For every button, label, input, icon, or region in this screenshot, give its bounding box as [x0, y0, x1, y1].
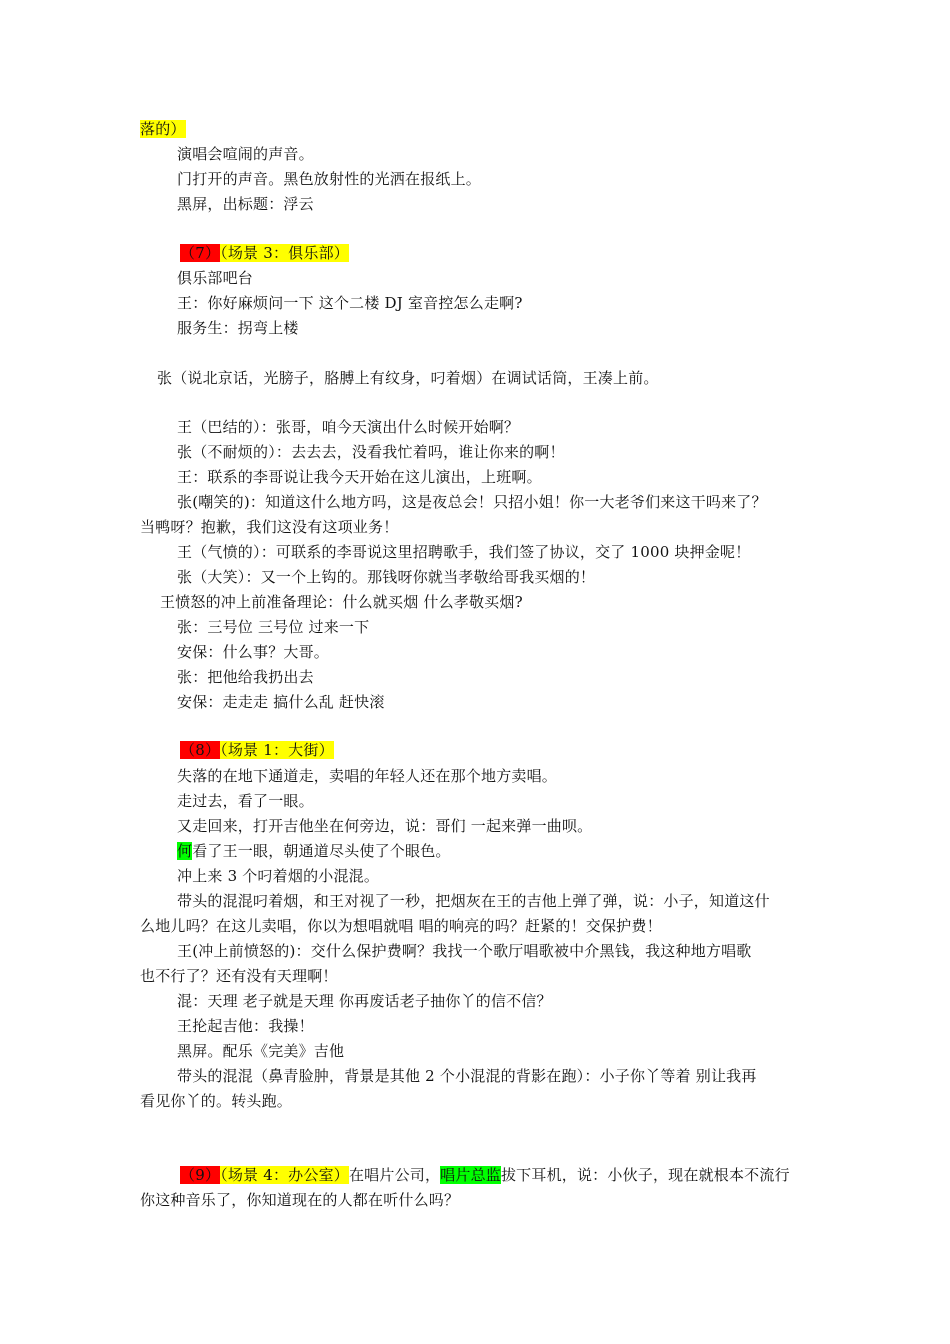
scene6-fragment-line	[140, 119, 186, 139]
script-line: 又走回来，打开吉他坐在何旁边，说：哥们 一起来弹一曲呗。	[177, 817, 593, 835]
script-line: 何看了王一眼，朝通道尽头使了个眼色。	[177, 842, 451, 860]
script-line: 安保：什么事？大哥。	[177, 643, 330, 661]
script-line: 张：把他给我扔出去	[177, 668, 314, 686]
script-line: 失落的在地下通道走，卖唱的年轻人还在那个地方卖唱。	[177, 767, 558, 785]
script-line: 王：你好麻烦问一下 这个二楼 DJ 室音控怎么走啊?	[177, 294, 523, 312]
scene-heading-9: （9）（场景 4：办公室）在唱片公司，唱片总监拔下耳机，说：小伙子，现在就根本不流行	[180, 1166, 790, 1184]
script-line: 王(冲上前愤怒的)：交什么保护费啊？我找一个歌厅唱歌被中介黑钱，我这种地方唱歌	[177, 942, 752, 960]
scene-number-marker: （7）	[180, 244, 221, 262]
script-line: 王（气愤的）：可联系的李哥说这里招聘歌手，我们签了协议，交了 1000 块押金呢！	[177, 543, 751, 561]
scene-heading-7	[180, 243, 349, 263]
script-line: 看见你丫的。转头跑。	[140, 1092, 293, 1110]
script-line: 王愤怒的冲上前准备理论：什么就买烟 什么孝敬买烟?	[160, 593, 523, 611]
script-line: 么地儿吗？在这儿卖唱，你以为想唱就唱 唱的响亮的吗？赶紧的！交保护费！	[140, 917, 662, 935]
script-line: 张（不耐烦的）：去去去，没看我忙着吗，谁让你来的啊！	[177, 443, 565, 461]
script-line: 安保：走走走 搞什么乱 赶快滚	[177, 693, 385, 711]
script-line: 也不行了？还有没有天理啊！	[140, 967, 338, 985]
script-line: 当鸭呀？抱歉，我们这没有这项业务！	[140, 518, 399, 536]
highlighted-character-name: 何	[177, 842, 193, 860]
script-line: 黑屏，出标题：浮云	[177, 195, 314, 213]
script-line: 走过去，看了一眼。	[177, 792, 314, 810]
script-line: 张（说北京话，光膀子，胳膊上有纹身，叼着烟）在调试话筒，王凑上前。	[157, 369, 659, 387]
script-line: 王：联系的李哥说让我今天开始在这儿演出，上班啊。	[177, 468, 542, 486]
scene-location-label: （场景 1：大街）	[220, 741, 334, 759]
highlighted-character-name: 唱片总监	[440, 1166, 501, 1184]
script-line: 俱乐部吧台	[177, 269, 254, 287]
scene-number-marker: （9）	[180, 1166, 221, 1184]
scene-location-label: （场景 4：办公室）	[220, 1166, 349, 1184]
scene-location-label: （场景 3：俱乐部）	[220, 244, 349, 262]
script-line: 冲上来 3 个叼着烟的小混混。	[177, 867, 380, 885]
script-line: 带头的混混叼着烟，和王对视了一秒，把烟灰在王的吉他上弹了弹，说：小子，知道这什	[177, 892, 770, 910]
script-line: 混：天理 老子就是天理 你再废话老子抽你丫的信不信？	[177, 992, 552, 1010]
scene-number-marker: （8）	[180, 741, 221, 759]
script-line: 张：三号位 三号位 过来一下	[177, 618, 370, 636]
script-line: 张（大笑）：又一个上钩的。那钱呀你就当孝敬给哥我买烟的！	[177, 568, 596, 586]
script-line: 门打开的声音。黑色放射性的光洒在报纸上。	[177, 170, 482, 188]
script-line: 王（巴结的）：张哥，咱今天演出什么时候开始啊？	[177, 418, 520, 436]
script-line: 黑屏。配乐《完美》吉他	[177, 1042, 345, 1060]
script-line: 带头的混混（鼻青脸肿，背景是其他 2 个小混混的背影在跑）：小子你丫等着 别让我再	[177, 1067, 757, 1085]
highlighted-fragment: 落的）	[140, 120, 186, 138]
scene-heading-8	[180, 740, 334, 760]
script-line: 你这种音乐了，你知道现在的人都在听什么吗？	[140, 1191, 460, 1209]
script-line: 服务生：拐弯上楼	[177, 319, 299, 337]
script-line: 王抡起吉他：我操！	[177, 1017, 314, 1035]
script-line: 张(嘲笑的)：知道这什么地方吗，这是夜总会！只招小姐！你一大老爷们来这干吗来了？	[177, 493, 767, 511]
script-line: 演唱会喧闹的声音。	[177, 145, 314, 163]
